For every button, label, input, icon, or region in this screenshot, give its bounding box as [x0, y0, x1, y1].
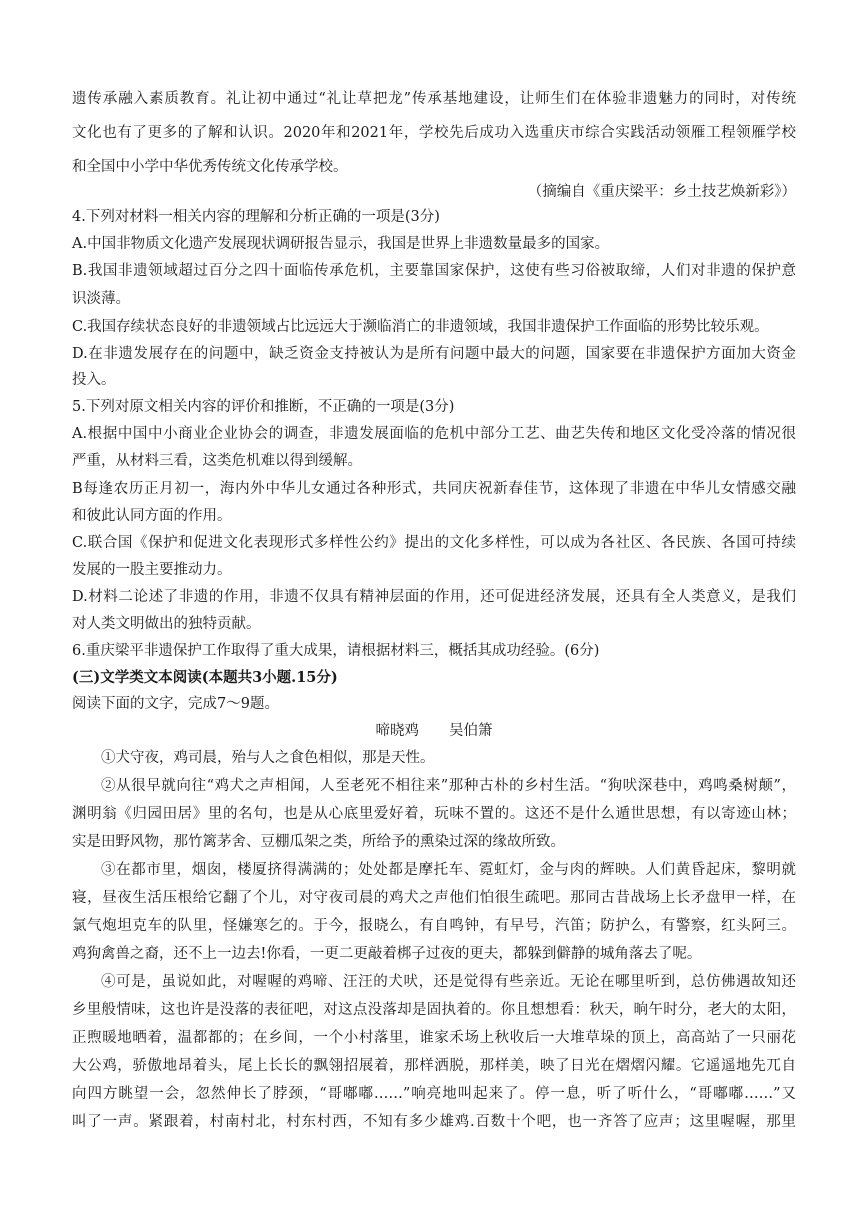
q5-option-b-line-2: 和彼此认同方面的作用。 [72, 508, 232, 524]
article-paragraph-3-line-2: 寝，昼夜生活压根给它翻了个儿，对守夜司晨的鸡犬之声他们怕很生疏吧。那同古昔战场上长矛盘甲一样，在 [72, 890, 796, 906]
q5-option-d-line-2: 对人类文明做出的独特贡献。 [72, 616, 261, 632]
article-paragraph-3-line-1: ③在都市里，烟囱，楼厦挤得满满的；处处都是摩托车、霓虹灯，金与肉的辉映。人们黄昏起床，黎明就 [101, 862, 796, 878]
source-note: （摘编自《重庆梁平：乡土技艺焕新彩》） [527, 184, 796, 200]
q5-option-a-line-2: 严重，从材料三看，这类危机难以得到缓解。 [72, 453, 362, 469]
q6-stem: 6.重庆梁平非遗保护工作取得了重大成果，请根据材料三，概括其成功经验。(6分) [72, 643, 600, 659]
q5-stem: 5.下列对原文相关内容的评价和推断，不正确的一项是(3分) [72, 399, 455, 415]
article-paragraph-3-line-4: 鸡狗禽兽之裔，还不上一边去!你看，一更二更敲着梆子过夜的更夫，都躲到僻静的城角落去了呢。 [72, 946, 702, 962]
q5-option-d-line-1: D.材料二论述了非遗的作用，非遗不仅具有精神层面的作用，还可促进经济发展，还具有全人类意义，是我们 [72, 589, 796, 605]
section3-heading: (三)文学类文本阅读(本题共3小题.15分) [72, 669, 338, 686]
article-paragraph-2-line-1: ②从很早就向往“鸡犬之声相闻，人至老死不相往来”那种古朴的乡村生活。“狗吠深巷中，鸡鸣桑树颠”， [101, 778, 796, 794]
material3-line-1: 遗传承融入素质教育。礼让初中通过“礼让草把龙”传承基地建设，让师生们在体验非遗魅力的同时，对传统 [72, 91, 796, 107]
q4-option-b-line-1: B.我国非遗领域超过百分之四十面临传承危机，主要靠国家保护，这使有些习俗被取缔，人们对非遗的保护意 [72, 263, 796, 279]
q5-option-b-line-1: B每逢农历正月初一，海内外中华儿女通过各种形式，共同庆祝新春佳节，这体现了非遗在中华儿女情感交融 [72, 481, 796, 497]
material3-line-2: 文化也有了更多的了解和认识。2020年和2021年，学校先后成功入选重庆市综合实践活动领雁工程领雁学校 [72, 125, 796, 141]
article-paragraph-4-line-5: 向四方眺望一会，忽然伸长了脖颈，“哥嘟嘟……”响亮地叫起来了。停一息，听了听什么，“哥嘟嘟……”又 [72, 1086, 796, 1102]
article-paragraph-4-line-3: 正煦暖地晒着，温都都的；在乡间，一个小村落里，谁家禾场上秋收后一大堆草垛的顶上，高高站了一只丽花 [72, 1030, 796, 1046]
article-paragraph-4-line-4: 大公鸡，骄傲地昂着头，尾上长长的飘翎招展着，那样洒脱，那样美，映了日光在熠熠闪耀。它遥遥地先兀自 [72, 1058, 796, 1074]
q4-stem: 4.下列对材料一相关内容的理解和分析正确的一项是(3分) [72, 209, 440, 225]
article-paragraph-4-line-6: 叫了一声。紧跟着，村南村北，村东村西，不知有多少雄鸡.百数十个吧，也一齐答了应声；这里喔喔，那里 [72, 1114, 796, 1130]
material3-line-3: 和全国中小学中华优秀传统文化传承学校。 [72, 159, 348, 175]
q4-option-d-line-1: D.在非遗发展存在的问题中，缺乏资金支持被认为是所有问题中最大的问题，国家要在非遗保护方面加大资金 [72, 346, 796, 362]
q5-option-a-line-1: A.根据中国中小商业企业协会的调查，非遗发展面临的危机中部分工艺、曲艺失传和地区文化受冷落的情况很 [72, 426, 796, 442]
q5-option-c-line-2: 发展的一股主要推动力。 [72, 562, 232, 578]
q4-option-c: C.我国存续状态良好的非遗领域占比远远大于濒临消亡的非遗领域，我国非遗保护工作面临的形势比较乐观。 [72, 319, 769, 335]
q4-option-a: A.中国非物质文化遗产发展现状调研报告显示，我国是世界上非遗数量最多的国家。 [72, 236, 610, 252]
article-paragraph-2-line-3: 实是田野风物，那竹篱茅舍、豆棚瓜架之类，所给予的熏染过深的缘故所致。 [72, 834, 565, 850]
q5-option-c-line-1: C.联合国《保护和促进文化表现形式多样性公约》提出的文化多样性，可以成为各社区、各民族、各国可持续 [72, 535, 796, 551]
q4-option-d-line-2: 投入。 [72, 372, 116, 388]
section3-instruction: 阅读下面的文字，完成7～9题。 [72, 696, 279, 712]
article-heading [72, 721, 796, 741]
article-title: 啼晓鸡 [375, 723, 419, 739]
article-paragraph-4-line-1: ④可是，虽说如此，对喔喔的鸡啼、汪汪的犬吠，还是觉得有些亲近。无论在哪里听到，总仿佛遇故知还 [101, 974, 796, 990]
article-author: 吴伯箫 [449, 723, 493, 739]
article-paragraph-4-line-2: 乡里般情味，这也许是没落的表征吧，对这点没落却是固执着的。你且想想看：秋天，晌午时分，老大的太阳， [72, 1002, 796, 1018]
q4-option-b-line-2: 识淡薄。 [72, 291, 130, 307]
article-paragraph-2-line-2: 渊明翁《归园田居》里的名句，也是从心底里爱好着，玩味不置的。这还不是什么遁世思想，有以寄迹山林； [72, 806, 796, 822]
article-paragraph-3-line-3: 氯气炮坦克车的队里，怪嫌寒乞的。于今，报晓么，有自鸣钟，有早号，汽笛；防护么，有警察，红头阿三。 [72, 918, 796, 934]
article-paragraph-1: ①犬守夜，鸡司晨，殆与人之食色相似，那是天性。 [101, 750, 435, 766]
